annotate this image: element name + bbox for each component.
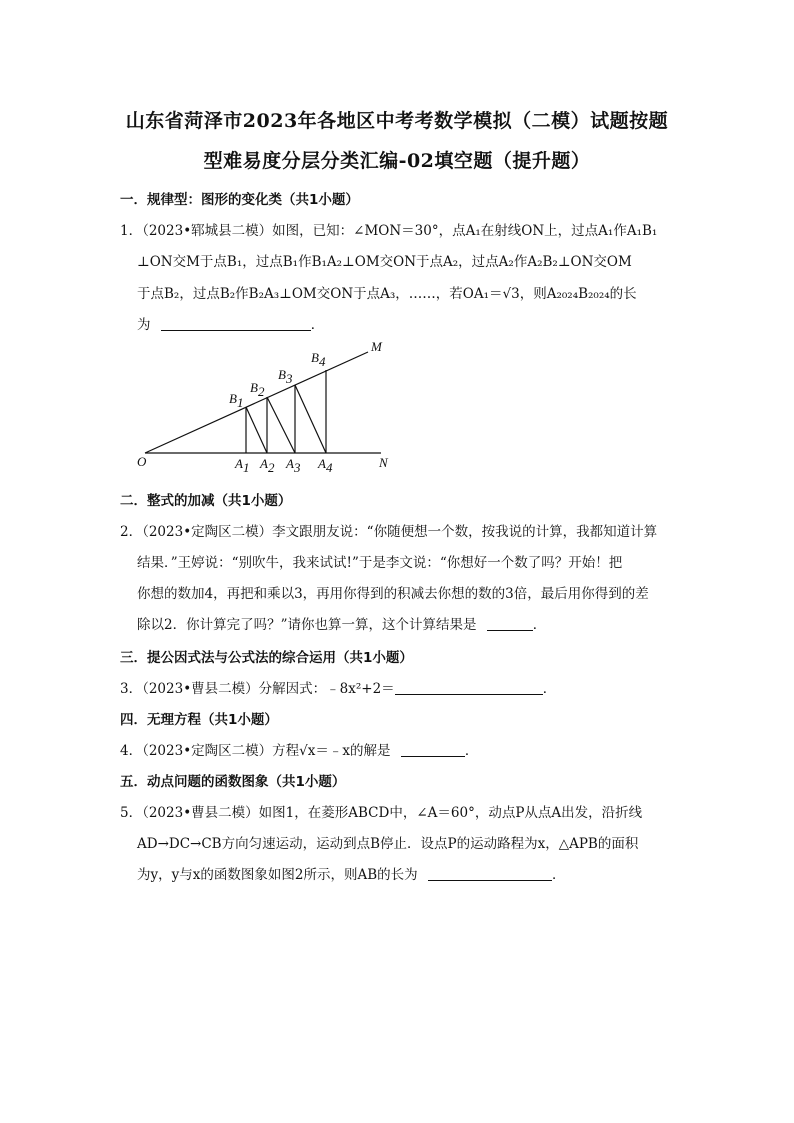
question-4-text-1: 方程√x＝﹣x的解是 — [272, 743, 391, 759]
label-b3: B3 — [278, 367, 293, 386]
section-heading-3: 三．提公因式法与公式法的综合运用（共1小题） — [120, 650, 413, 666]
segment-b1a2 — [246, 407, 267, 453]
period: ． — [310, 317, 325, 333]
period: ． — [532, 617, 547, 633]
question-1-text-1: 如图，已知：∠MON＝30°，点A₁在射线ON上，过点A₁作A₁B₁ — [272, 223, 658, 239]
ray-om — [145, 352, 368, 453]
label-a4: A4 — [318, 456, 333, 475]
label-a3: A3 — [286, 456, 301, 475]
label-b1: B1 — [229, 391, 244, 410]
label-b4: B4 — [311, 350, 326, 369]
segment-b3a4 — [295, 385, 326, 453]
question-2-line-4 — [137, 613, 546, 633]
answer-blank-2[interactable] — [487, 616, 533, 631]
question-2-number: 2． — [120, 524, 143, 540]
period: ． — [551, 867, 566, 883]
question-5-source: （2023•曹县二模） — [142, 805, 259, 821]
question-3-line-1 — [120, 677, 556, 697]
question-1-line-3: 于点B₂，过点B₂作B₂A₃⊥OM交ON于点A₃，……，若OA₁＝√3，则A₂₀₂₄B₂₀₂₄的长 — [137, 286, 637, 302]
answer-blank-4[interactable] — [401, 742, 465, 757]
document-title-line2: 型难易度分层分类汇编-02填空题（提升题） — [203, 150, 591, 172]
question-5-line-2: AD→DC→CB方向匀速运动，运动到点B停止．设点P的运动路程为x，△APB的面积 — [137, 836, 639, 852]
question-2-text-1: 李文跟朋友说：“你随便想一个数，按我说的计算，我都知道计算 — [272, 524, 658, 540]
period: ． — [542, 681, 557, 697]
section-heading-2: 二．整式的加减（共1小题） — [120, 493, 292, 509]
question-2-source: （2023•定陶区二模） — [142, 524, 273, 540]
label-a2: A2 — [260, 456, 275, 475]
section-heading-5: 五．动点问题的函数图象（共1小题） — [120, 774, 346, 790]
question-2-line-1 — [120, 520, 657, 540]
question-5-line-1 — [120, 801, 642, 821]
question-1-text-4: 为 — [137, 317, 151, 333]
label-m: M — [371, 339, 382, 354]
question-1-source: （2023•郓城县二模） — [142, 223, 273, 239]
label-o: O — [137, 454, 147, 469]
question-3-source: （2023•曹县二模） — [142, 681, 259, 697]
question-1-line-2: ⊥ON交M于点B₁，过点B₁作B₁A₂⊥OM交ON于点A₂，过点A₂作A₂B₂⊥ON交OM — [137, 254, 632, 270]
question-2-text-4: 除以2．你计算完了吗？”请你也算一算，这个计算结果是 — [137, 617, 477, 633]
section-heading-4: 四．无理方程（共1小题） — [120, 712, 278, 728]
question-1-number: 1． — [120, 223, 143, 239]
question-5-text-3: 为y，y与x的函数图象如图2所示，则AB的长为 — [137, 867, 418, 883]
question-1-line-4 — [137, 313, 324, 333]
question-3-number: 3． — [120, 681, 143, 697]
question-5-text-1: 如图1，在菱形ABCD中，∠A＝60°，动点P从点A出发，沿折线 — [258, 805, 643, 821]
question-2-line-3: 你想的数加4，再把和乘以3，再用你得到的积减去你想的数的3倍，最后用你得到的差 — [137, 586, 649, 602]
label-n: N — [379, 455, 388, 470]
label-a1: A1 — [235, 456, 250, 475]
period: ． — [464, 743, 479, 759]
question-2-line-2: 结果．”王婷说：“别吹牛，我来试试!”于是李文说：“你想好一个数了吗？开始！把 — [137, 555, 623, 571]
section-heading-1: 一．规律型：图形的变化类（共1小题） — [120, 192, 359, 208]
question-3-text-1: 分解因式：﹣8x²+2＝ — [258, 681, 395, 697]
segment-b2a3 — [267, 397, 295, 453]
document-title-line1: 山东省菏泽市2023年各地区中考考数学模拟（二模）试题按题 — [125, 110, 669, 132]
answer-blank-5[interactable] — [428, 866, 552, 881]
question-5-number: 5． — [120, 805, 143, 821]
question-4-number: 4． — [120, 743, 143, 759]
geometry-figure — [133, 336, 403, 478]
answer-blank-1[interactable] — [161, 316, 311, 331]
answer-blank-3[interactable] — [395, 680, 543, 695]
question-4-source: （2023•定陶区二模） — [142, 743, 273, 759]
question-1-line-1 — [120, 219, 657, 239]
question-5-line-3 — [137, 863, 565, 883]
question-4-line-1 — [120, 739, 478, 759]
label-b2: B2 — [250, 380, 265, 399]
